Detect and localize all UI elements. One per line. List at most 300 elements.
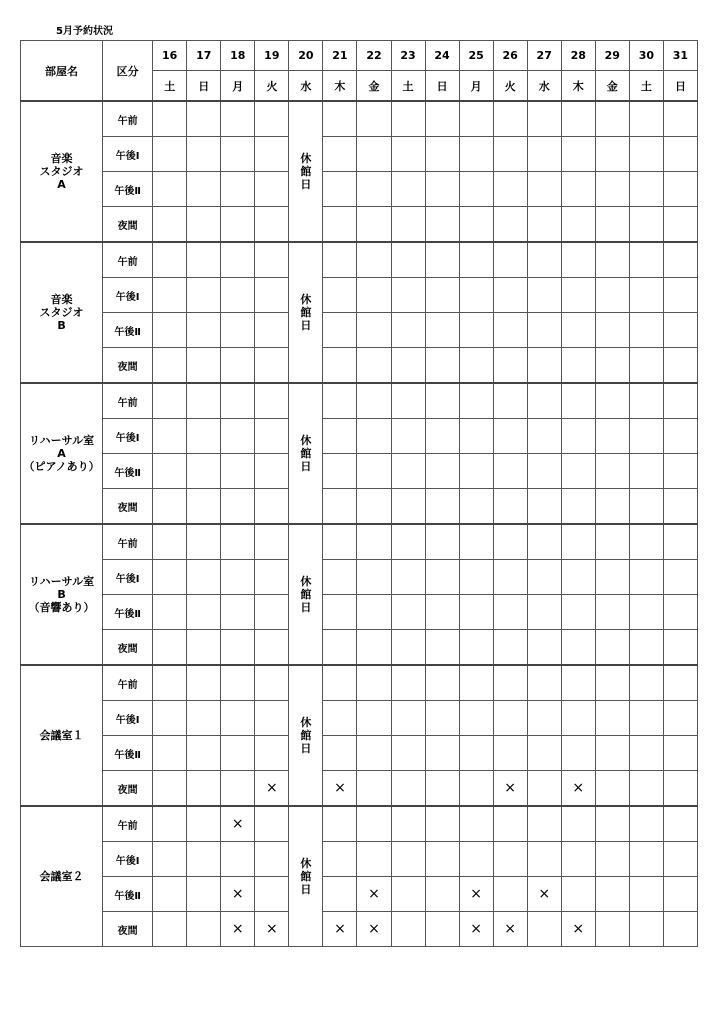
availability-cell xyxy=(527,454,561,489)
weekday-header-18: 月 xyxy=(221,71,255,102)
availability-cell xyxy=(391,630,425,666)
booked-mark: × xyxy=(323,771,357,807)
availability-cell xyxy=(629,877,663,912)
availability-cell xyxy=(663,278,697,313)
room-name: リハーサル室 B （音響あり） xyxy=(21,524,103,665)
table-row xyxy=(21,278,698,313)
availability-cell xyxy=(187,912,221,947)
availability-cell xyxy=(527,348,561,384)
availability-cell xyxy=(391,665,425,701)
availability-cell xyxy=(323,877,357,912)
availability-cell xyxy=(663,842,697,877)
availability-cell xyxy=(527,595,561,630)
availability-cell xyxy=(425,912,459,947)
table-row xyxy=(21,560,698,595)
date-header-28: 28 xyxy=(561,41,595,71)
availability-cell xyxy=(595,242,629,278)
availability-cell xyxy=(663,912,697,947)
weekday-header-25: 月 xyxy=(459,71,493,102)
availability-cell xyxy=(357,454,391,489)
availability-cell xyxy=(527,630,561,666)
availability-cell xyxy=(221,278,255,313)
availability-cell xyxy=(255,383,289,419)
availability-cell xyxy=(153,524,187,560)
availability-cell xyxy=(357,806,391,842)
availability-cell xyxy=(425,524,459,560)
availability-cell xyxy=(391,771,425,807)
table-row xyxy=(21,736,698,771)
period-label: 午後Ⅱ xyxy=(103,877,153,912)
availability-cell xyxy=(187,701,221,736)
availability-cell xyxy=(493,842,527,877)
availability-cell xyxy=(255,701,289,736)
availability-cell xyxy=(323,313,357,348)
availability-cell xyxy=(255,736,289,771)
availability-cell xyxy=(459,771,493,807)
availability-cell xyxy=(527,524,561,560)
availability-cell xyxy=(595,842,629,877)
availability-cell xyxy=(561,595,595,630)
availability-cell xyxy=(459,207,493,243)
booked-mark: × xyxy=(221,806,255,842)
availability-cell xyxy=(255,806,289,842)
availability-cell xyxy=(527,736,561,771)
availability-cell xyxy=(153,489,187,525)
availability-cell xyxy=(663,736,697,771)
room-column-header: 部屋名 xyxy=(21,41,103,102)
availability-cell xyxy=(425,630,459,666)
availability-cell xyxy=(323,701,357,736)
availability-cell xyxy=(629,701,663,736)
availability-cell xyxy=(493,701,527,736)
availability-cell xyxy=(561,524,595,560)
availability-cell xyxy=(493,242,527,278)
availability-cell xyxy=(663,207,697,243)
availability-cell xyxy=(493,806,527,842)
availability-cell xyxy=(153,665,187,701)
availability-cell xyxy=(629,736,663,771)
availability-cell xyxy=(425,383,459,419)
availability-cell xyxy=(595,348,629,384)
availability-cell xyxy=(459,524,493,560)
availability-cell xyxy=(629,137,663,172)
date-header-19: 19 xyxy=(255,41,289,71)
availability-cell xyxy=(153,172,187,207)
availability-cell xyxy=(221,137,255,172)
availability-cell xyxy=(153,383,187,419)
availability-cell xyxy=(323,489,357,525)
availability-cell xyxy=(391,278,425,313)
table-row xyxy=(21,313,698,348)
availability-cell xyxy=(221,630,255,666)
availability-cell xyxy=(459,806,493,842)
availability-cell xyxy=(323,419,357,454)
date-header-23: 23 xyxy=(391,41,425,71)
availability-cell xyxy=(527,419,561,454)
date-header-16: 16 xyxy=(153,41,187,71)
period-label: 午前 xyxy=(103,101,153,137)
availability-cell xyxy=(561,101,595,137)
period-column-header: 区分 xyxy=(103,41,153,102)
availability-cell xyxy=(595,207,629,243)
availability-cell xyxy=(323,524,357,560)
availability-cell xyxy=(425,595,459,630)
availability-cell xyxy=(357,771,391,807)
availability-cell xyxy=(595,419,629,454)
availability-cell xyxy=(255,489,289,525)
availability-cell xyxy=(595,595,629,630)
availability-cell xyxy=(187,278,221,313)
period-label: 午前 xyxy=(103,665,153,701)
availability-cell xyxy=(255,313,289,348)
availability-cell xyxy=(357,665,391,701)
availability-cell xyxy=(357,313,391,348)
availability-cell xyxy=(493,524,527,560)
availability-cell xyxy=(493,454,527,489)
closed-day-label: 休 館 日 xyxy=(289,665,323,806)
availability-cell xyxy=(187,665,221,701)
booked-mark: × xyxy=(459,877,493,912)
availability-cell xyxy=(391,172,425,207)
availability-cell xyxy=(357,172,391,207)
availability-cell xyxy=(561,877,595,912)
availability-cell xyxy=(323,842,357,877)
availability-cell xyxy=(629,242,663,278)
availability-cell xyxy=(221,524,255,560)
closed-day-label: 休 館 日 xyxy=(289,101,323,242)
availability-cell xyxy=(153,595,187,630)
availability-cell xyxy=(255,665,289,701)
availability-cell xyxy=(663,877,697,912)
availability-cell xyxy=(357,101,391,137)
availability-cell xyxy=(595,701,629,736)
availability-cell xyxy=(459,489,493,525)
availability-cell xyxy=(663,454,697,489)
availability-cell xyxy=(595,454,629,489)
availability-cell xyxy=(459,595,493,630)
availability-cell xyxy=(663,348,697,384)
availability-cell xyxy=(425,207,459,243)
availability-cell xyxy=(595,806,629,842)
availability-cell xyxy=(255,101,289,137)
availability-cell xyxy=(561,806,595,842)
availability-cell xyxy=(221,665,255,701)
table-row xyxy=(21,630,698,666)
availability-cell xyxy=(187,736,221,771)
availability-cell xyxy=(153,912,187,947)
availability-cell xyxy=(357,419,391,454)
table-row xyxy=(21,524,698,560)
availability-cell xyxy=(425,137,459,172)
availability-cell xyxy=(153,207,187,243)
availability-cell xyxy=(255,454,289,489)
booked-mark: × xyxy=(561,771,595,807)
table-row xyxy=(21,771,698,807)
availability-cell xyxy=(255,207,289,243)
availability-cell xyxy=(629,524,663,560)
availability-cell xyxy=(391,383,425,419)
period-label: 午前 xyxy=(103,383,153,419)
availability-cell xyxy=(595,489,629,525)
period-label: 夜間 xyxy=(103,630,153,666)
period-label: 午後Ⅱ xyxy=(103,454,153,489)
booked-mark: × xyxy=(493,912,527,947)
availability-cell xyxy=(255,242,289,278)
availability-cell xyxy=(561,630,595,666)
table-row xyxy=(21,842,698,877)
availability-cell xyxy=(595,524,629,560)
table-row xyxy=(21,348,698,384)
availability-cell xyxy=(391,348,425,384)
availability-cell xyxy=(153,630,187,666)
period-label: 午前 xyxy=(103,242,153,278)
availability-cell xyxy=(425,242,459,278)
period-label: 夜間 xyxy=(103,771,153,807)
availability-cell xyxy=(663,806,697,842)
availability-cell xyxy=(255,630,289,666)
availability-cell xyxy=(595,736,629,771)
booked-mark: × xyxy=(255,771,289,807)
availability-cell xyxy=(561,701,595,736)
availability-cell xyxy=(493,489,527,525)
availability-cell xyxy=(255,877,289,912)
availability-cell xyxy=(527,912,561,947)
availability-cell xyxy=(561,313,595,348)
availability-cell xyxy=(561,419,595,454)
weekday-header-26: 火 xyxy=(493,71,527,102)
availability-cell xyxy=(629,383,663,419)
availability-cell xyxy=(323,101,357,137)
availability-cell xyxy=(323,595,357,630)
weekday-header-29: 金 xyxy=(595,71,629,102)
availability-cell xyxy=(391,419,425,454)
table-row xyxy=(21,137,698,172)
availability-cell xyxy=(255,524,289,560)
availability-cell xyxy=(459,454,493,489)
date-header-30: 30 xyxy=(629,41,663,71)
availability-cell xyxy=(323,383,357,419)
availability-cell xyxy=(629,454,663,489)
availability-cell xyxy=(425,806,459,842)
table-row xyxy=(21,806,698,842)
availability-cell xyxy=(255,172,289,207)
availability-cell xyxy=(255,842,289,877)
availability-cell xyxy=(323,736,357,771)
availability-cell xyxy=(391,877,425,912)
availability-cell xyxy=(221,771,255,807)
availability-cell xyxy=(595,278,629,313)
availability-cell xyxy=(187,101,221,137)
date-header-26: 26 xyxy=(493,41,527,71)
period-label: 夜間 xyxy=(103,489,153,525)
availability-cell xyxy=(187,313,221,348)
date-header-31: 31 xyxy=(663,41,697,71)
availability-cell xyxy=(561,278,595,313)
table-row xyxy=(21,912,698,947)
availability-cell xyxy=(493,419,527,454)
availability-cell xyxy=(459,137,493,172)
availability-cell xyxy=(187,806,221,842)
period-label: 午前 xyxy=(103,806,153,842)
availability-cell xyxy=(663,172,697,207)
weekday-header-20: 水 xyxy=(289,71,323,102)
availability-cell xyxy=(561,489,595,525)
availability-cell xyxy=(663,771,697,807)
availability-cell xyxy=(595,665,629,701)
date-header-18: 18 xyxy=(221,41,255,71)
availability-cell xyxy=(153,278,187,313)
period-label: 午後Ⅰ xyxy=(103,701,153,736)
availability-cell xyxy=(561,560,595,595)
availability-cell xyxy=(153,101,187,137)
availability-cell xyxy=(323,665,357,701)
availability-cell xyxy=(459,842,493,877)
availability-cell xyxy=(561,207,595,243)
availability-cell xyxy=(527,242,561,278)
availability-cell xyxy=(153,877,187,912)
table-row xyxy=(21,419,698,454)
availability-cell xyxy=(357,207,391,243)
room-name: 音楽 スタジオ B xyxy=(21,242,103,383)
availability-cell xyxy=(663,313,697,348)
availability-cell xyxy=(663,630,697,666)
availability-cell xyxy=(357,736,391,771)
availability-cell xyxy=(493,877,527,912)
room-name: 会議室２ xyxy=(21,806,103,947)
period-label: 夜間 xyxy=(103,207,153,243)
availability-cell xyxy=(187,348,221,384)
weekday-header-17: 日 xyxy=(187,71,221,102)
availability-cell xyxy=(153,419,187,454)
availability-cell xyxy=(391,454,425,489)
table-row xyxy=(21,383,698,419)
availability-cell xyxy=(391,736,425,771)
availability-cell xyxy=(595,560,629,595)
availability-cell xyxy=(357,560,391,595)
date-header-17: 17 xyxy=(187,41,221,71)
weekday-header-24: 日 xyxy=(425,71,459,102)
booked-mark: × xyxy=(221,912,255,947)
availability-cell xyxy=(527,560,561,595)
availability-cell xyxy=(493,665,527,701)
availability-cell xyxy=(323,630,357,666)
availability-cell xyxy=(629,419,663,454)
availability-cell xyxy=(527,701,561,736)
availability-cell xyxy=(629,172,663,207)
availability-cell xyxy=(561,454,595,489)
availability-cell xyxy=(459,278,493,313)
availability-cell xyxy=(187,489,221,525)
weekday-header-19: 火 xyxy=(255,71,289,102)
availability-cell xyxy=(595,771,629,807)
period-label: 午後Ⅰ xyxy=(103,137,153,172)
availability-cell xyxy=(323,207,357,243)
availability-cell xyxy=(221,172,255,207)
availability-cell xyxy=(663,489,697,525)
availability-cell xyxy=(357,701,391,736)
availability-cell xyxy=(221,736,255,771)
availability-cell xyxy=(595,137,629,172)
availability-cell xyxy=(425,877,459,912)
availability-cell xyxy=(629,665,663,701)
page-title: 5月予約状況 xyxy=(56,26,113,37)
availability-cell xyxy=(221,207,255,243)
availability-cell xyxy=(663,524,697,560)
availability-cell xyxy=(527,313,561,348)
availability-cell xyxy=(561,736,595,771)
availability-cell xyxy=(391,912,425,947)
availability-cell xyxy=(459,348,493,384)
availability-cell xyxy=(323,806,357,842)
availability-cell xyxy=(561,242,595,278)
availability-cell xyxy=(357,524,391,560)
availability-cell xyxy=(391,595,425,630)
availability-cell xyxy=(357,348,391,384)
availability-cell xyxy=(425,560,459,595)
availability-cell xyxy=(493,207,527,243)
availability-cell xyxy=(663,383,697,419)
availability-cell xyxy=(629,595,663,630)
table-row xyxy=(21,701,698,736)
availability-cell xyxy=(153,242,187,278)
availability-cell xyxy=(527,489,561,525)
availability-cell xyxy=(629,806,663,842)
date-header-25: 25 xyxy=(459,41,493,71)
availability-cell xyxy=(221,101,255,137)
weekday-header-30: 土 xyxy=(629,71,663,102)
availability-cell xyxy=(221,454,255,489)
availability-cell xyxy=(425,172,459,207)
availability-cell xyxy=(153,454,187,489)
date-header-24: 24 xyxy=(425,41,459,71)
availability-cell xyxy=(595,313,629,348)
availability-cell xyxy=(425,489,459,525)
availability-cell xyxy=(357,630,391,666)
reservation-body xyxy=(21,101,698,947)
availability-cell xyxy=(527,137,561,172)
table-row xyxy=(21,877,698,912)
room-name: 会議室１ xyxy=(21,665,103,806)
availability-cell xyxy=(153,701,187,736)
availability-cell xyxy=(459,383,493,419)
availability-cell xyxy=(221,348,255,384)
availability-cell xyxy=(527,665,561,701)
availability-cell xyxy=(357,383,391,419)
availability-cell xyxy=(459,665,493,701)
availability-cell xyxy=(595,383,629,419)
booked-mark: × xyxy=(255,912,289,947)
availability-cell xyxy=(493,137,527,172)
availability-cell xyxy=(391,207,425,243)
reservation-table xyxy=(20,40,698,947)
availability-cell xyxy=(459,736,493,771)
availability-cell xyxy=(629,313,663,348)
availability-cell xyxy=(357,595,391,630)
availability-cell xyxy=(187,630,221,666)
availability-cell xyxy=(187,242,221,278)
closed-day-label: 休 館 日 xyxy=(289,383,323,524)
table-row xyxy=(21,454,698,489)
availability-cell xyxy=(493,348,527,384)
availability-cell xyxy=(255,137,289,172)
room-name: 音楽 スタジオ A xyxy=(21,101,103,242)
availability-cell xyxy=(629,278,663,313)
availability-cell xyxy=(187,595,221,630)
availability-cell xyxy=(493,560,527,595)
availability-cell xyxy=(493,101,527,137)
availability-cell xyxy=(153,560,187,595)
weekday-header-16: 土 xyxy=(153,71,187,102)
